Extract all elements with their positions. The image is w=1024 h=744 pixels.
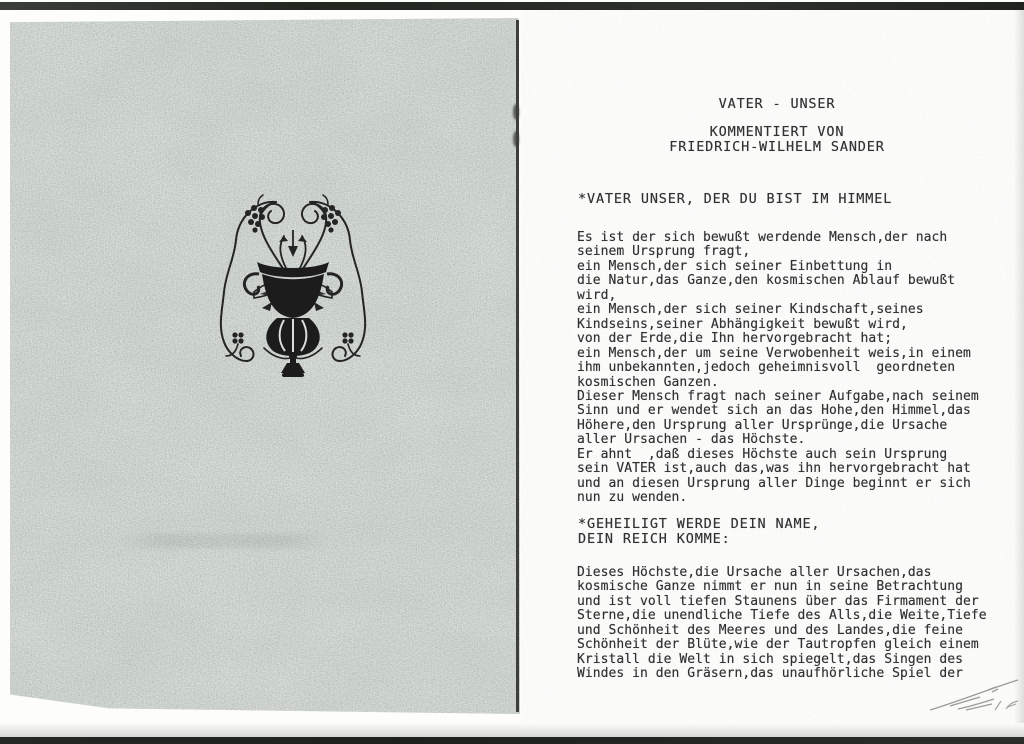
page-edge-shadow	[1014, 10, 1024, 724]
text-line: Sinn und er wendet sich an das Hohe,den Himmel,das	[577, 403, 971, 419]
page-title: VATER - UNSER	[718, 96, 836, 112]
text-line: KOMMENTIERT VON	[709, 124, 845, 140]
binding-stitch	[513, 131, 519, 147]
text-line: und an diesen Ursprung aller Dinge beginnt er sich	[577, 475, 971, 491]
ornament-center-arrow	[288, 230, 298, 257]
scanner-top-edge	[0, 2, 1024, 10]
text-line: DEIN REICH KOMME:	[578, 530, 731, 547]
text-line: Er ahnt ,daß dieses Höchste auch sein Ursprung	[577, 446, 948, 462]
text-line: *GEHEILIGT WERDE DEIN NAME,	[578, 516, 821, 532]
text-line: ein Mensch,der sich seiner Einbettung in	[577, 258, 893, 274]
text-line: ein Mensch,der sich seiner Kindschaft,seines	[577, 302, 924, 318]
text-line: ein Mensch,der um seine Verwobenheit weis,in einem	[577, 345, 971, 361]
text-line: Kristall die Welt in sich spiegelt,das Singen des	[577, 651, 963, 667]
text-line: nun zu wenden.	[577, 490, 688, 506]
ink-bleed-mark	[120, 534, 330, 548]
text-line: und ist voll tiefen Staunens über das Firmament der	[577, 593, 979, 609]
text-line: aller Ursachen - das Höchste.	[577, 432, 806, 448]
text-line: und Schönheit des Meeres und des Landes,die feine	[577, 622, 963, 638]
left-page	[10, 18, 520, 714]
urn-grapevine-ornament	[198, 180, 388, 380]
text-line: kosmischen Ganzen.	[577, 374, 719, 390]
scanner-bottom-strip	[0, 723, 1024, 737]
binding-stitch	[513, 104, 519, 120]
text-line: ihm unbekannten,jedoch geheimnisvoll geordneten	[577, 360, 956, 376]
text-line: Windes in den Gräsern,das unaufhörliche Spiel der	[577, 666, 963, 682]
text-line: die Natur,das Ganze,den kosmischen Ablauf bewußt	[577, 273, 956, 289]
page-binding-edge	[516, 20, 519, 712]
text-line: Kindseins,seiner Abhängigkeit bewußt wird,	[577, 316, 908, 332]
text-line: FRIEDRICH-WILHELM SANDER	[669, 138, 885, 155]
text-line: kosmische Ganze nimmt er nun in seine Betrachtung	[577, 579, 963, 595]
text-line: seinem Ursprung fragt,	[577, 244, 751, 260]
text-line: Dieses Höchste,die Ursache aller Ursachen,das	[577, 565, 932, 580]
text-line: Schönheit der Blüte,wie der Tautropfen gleich einem	[577, 637, 979, 653]
scanner-bottom-edge	[0, 737, 1024, 744]
text-line: von der Erde,die Ihn hervorgebracht hat;	[577, 331, 893, 347]
ornament-urn	[244, 262, 341, 377]
text-line: sein VATER ist,auch das,was ihn hervorgebracht hat	[577, 461, 971, 477]
text-line: Höhere,den Ursprung aller Ursprünge,die Ursache	[577, 417, 948, 433]
text-line: wird,	[577, 287, 617, 303]
text-line: Sterne,die unendliche Tiefe des Alls,die Weite,Tiefe	[577, 608, 987, 624]
text-line: *VATER UNSER, DER DU BIST IM HIMMEL	[578, 191, 893, 207]
scan-speckle	[521, 10, 1024, 724]
pencil-mark-small	[992, 698, 1020, 712]
text-line: Es ist der sich bewußt werdende Mensch,der nach	[577, 230, 948, 245]
text-line: Dieser Mensch fragt nach seiner Aufgabe,nach seinem	[577, 388, 979, 404]
